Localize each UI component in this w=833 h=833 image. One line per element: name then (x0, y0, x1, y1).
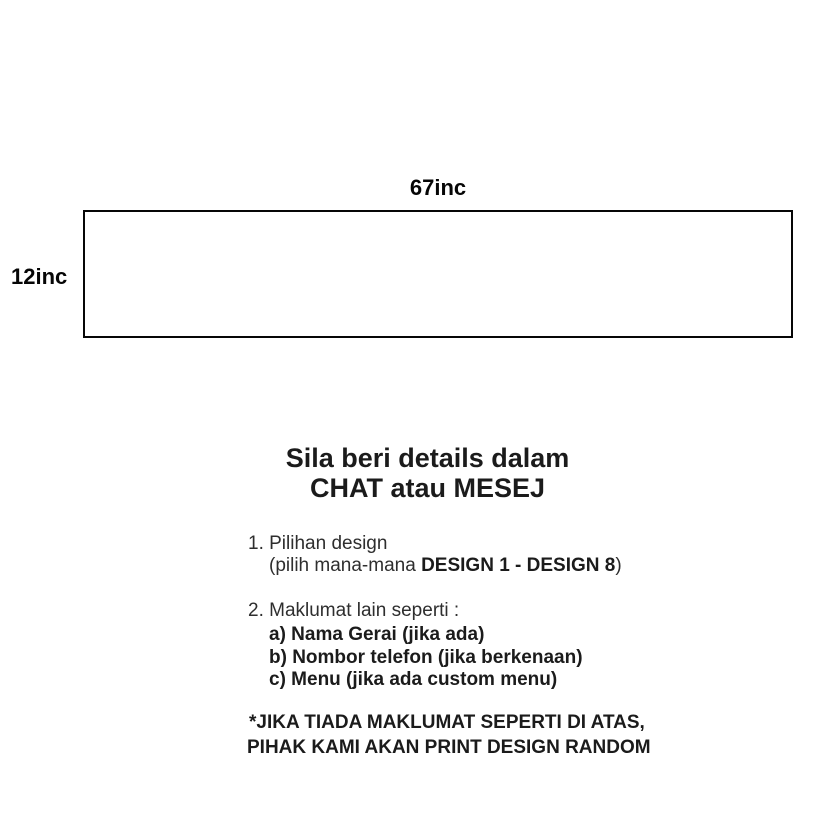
instructions-heading (240, 443, 615, 503)
banner-width-label: 67inc (409, 175, 467, 200)
list-item-1-detail-prefix: (pilih mana-mana (269, 555, 422, 576)
heading-line-1: Sila beri details dalam (285, 443, 570, 473)
list-item-2-sub-b: b) Nombor telefon (jika berkenaan) (269, 647, 583, 668)
warning-line-2: PIHAK KAMI AKAN PRINT DESIGN RANDOM (247, 737, 651, 758)
list-item-1-detail (269, 556, 622, 575)
warning-line-1: *JIKA TIADA MAKLUMAT SEPERTI DI ATAS, (249, 712, 645, 733)
list-item-2-sub-a: a) Nama Gerai (jika ada) (269, 624, 485, 645)
list-item-2-sub-c: c) Menu (jika ada custom menu) (269, 669, 558, 690)
banner-outline-rectangle (83, 210, 793, 338)
list-item-1-title: 1. Pilihan design (248, 533, 388, 554)
list-item-1-detail-design-range: DESIGN 1 - DESIGN 8 (421, 555, 616, 576)
list-item-2-title: 2. Maklumat lain seperti : (248, 600, 460, 621)
heading-line-2: CHAT atau MESEJ (309, 473, 546, 503)
banner-height-label: 12inc (11, 264, 68, 289)
list-item-1-detail-suffix: ) (615, 555, 622, 576)
